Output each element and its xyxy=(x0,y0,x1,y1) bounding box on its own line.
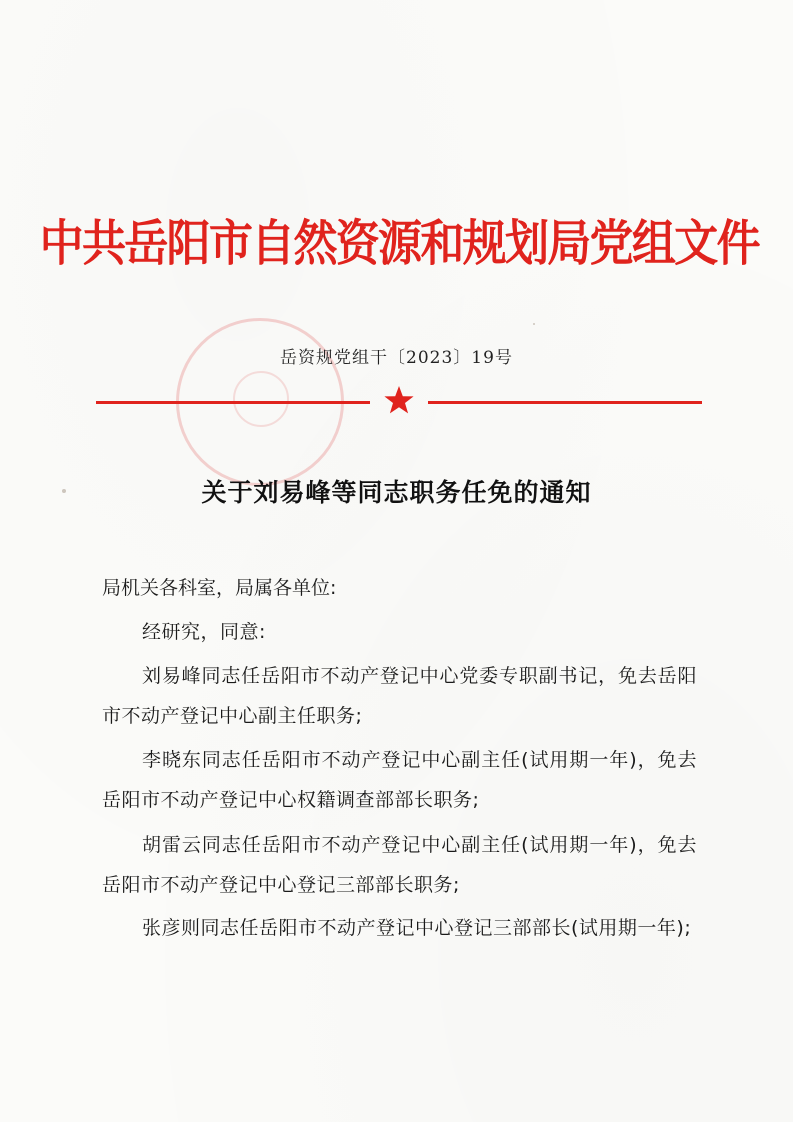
masthead-title: 中共岳阳市自然资源和规划局党组文件 xyxy=(39,215,759,272)
paragraph: 李晓东同志任岳阳市不动产登记中心副主任(试用期一年)，免去岳阳市不动产登记中心权籍调查部部长职务; xyxy=(102,749,697,811)
paragraph: 经研究，同意: xyxy=(142,621,266,643)
addressee: 局机关各科室，局属各单位: xyxy=(102,577,337,599)
paragraph: 刘易峰同志任岳阳市不动产登记中心党委专职副书记，免去岳阳市不动产登记中心副主任职务; xyxy=(102,665,697,727)
red-rule-right xyxy=(428,401,702,404)
notice-title: 关于刘易峰等同志职务任免的通知 xyxy=(201,478,592,507)
paragraph: 胡雷云同志任岳阳市不动产登记中心副主任(试用期一年)，免去岳阳市不动产登记中心登记三部部长职务; xyxy=(102,834,697,896)
paragraph: 张彦则同志任岳阳市不动产登记中心登记三部部长(试用期一年); xyxy=(142,917,692,939)
red-rule-left xyxy=(96,401,370,404)
document-number: 岳资规党组干〔2023〕19号 xyxy=(280,348,513,368)
scan-speck xyxy=(533,323,535,325)
scan-speck xyxy=(62,489,66,493)
star-icon xyxy=(383,384,415,416)
